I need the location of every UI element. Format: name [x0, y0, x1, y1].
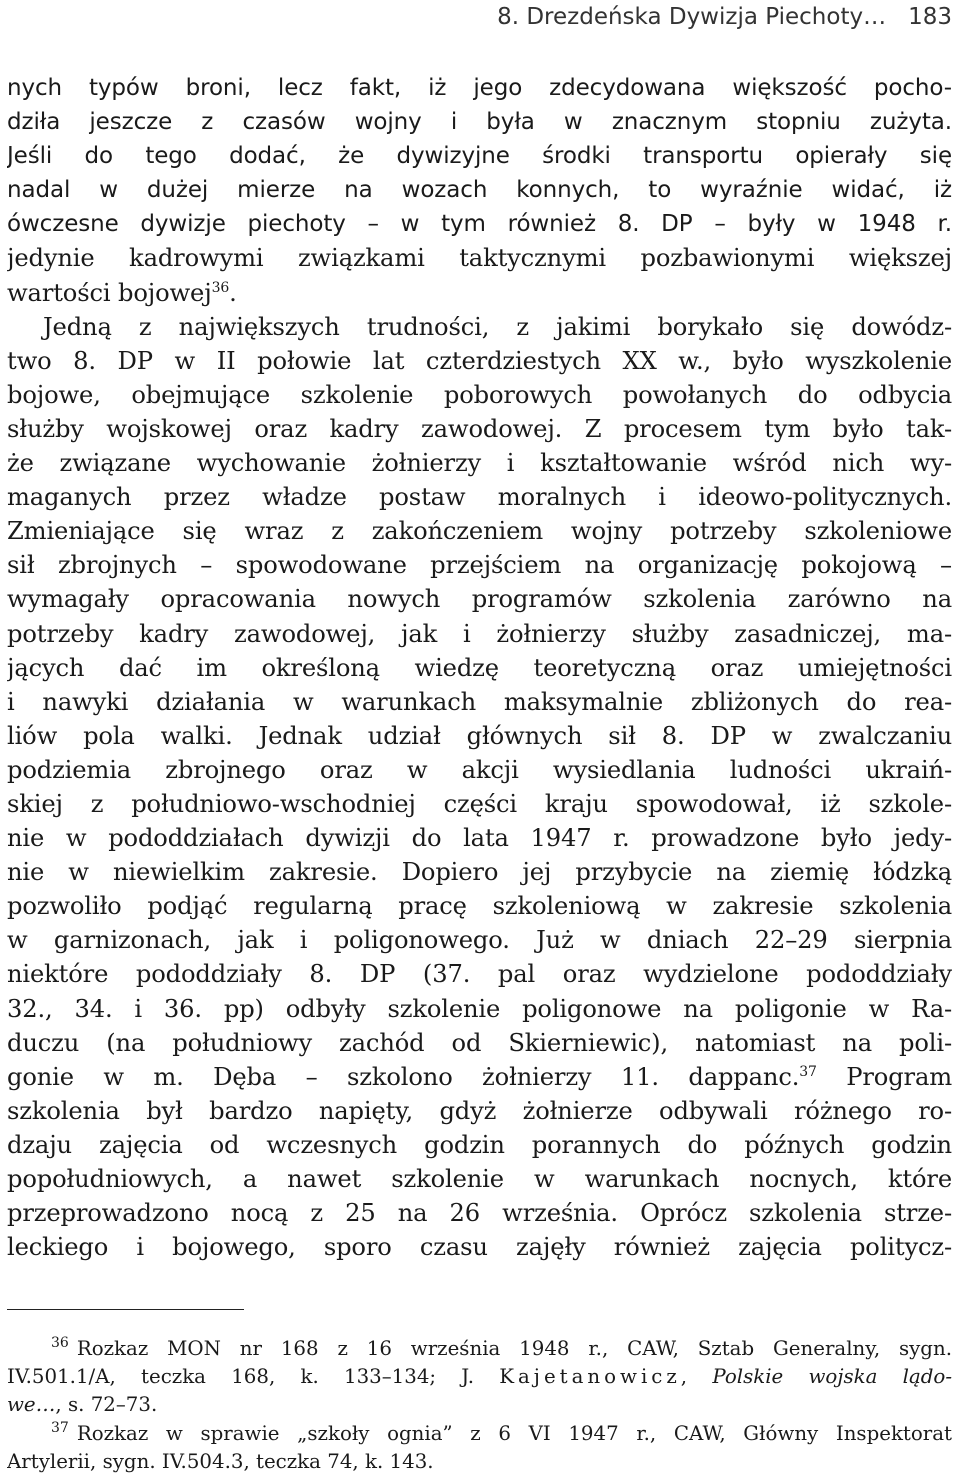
text-line: Zmieniające się wraz z zakończeniem wojny potrzeby szkoleniowe: [7, 517, 952, 546]
text-line: duczu (na południowy zachód od Skierniewic), natomiast na poli-: [7, 1028, 952, 1057]
text-line: liów pola walki. Jednak udział głównych sił 8. DP w zwalczaniu: [7, 721, 952, 750]
text-line: nie w pododdziałach dywizji do lata 1947 r. prowadzone było jedy-: [7, 824, 952, 853]
text-line: przeprowadzono nocą z 25 na 26 września. Oprócz szkolenia strze-: [7, 1199, 952, 1228]
text-line: służby wojskowej oraz kadry zawodowej. Z procesem tym było tak-: [7, 414, 952, 443]
text-line: pozwoliło podjąć regularną pracę szkoleniową w zakresie szkolenia: [7, 892, 952, 921]
text-line: [7, 1060, 952, 1094]
text-line: two 8. DP w II połowie lat czterdziestych XX w., było wyszkolenie: [7, 346, 952, 375]
text-line: [7, 276, 952, 310]
footnote-number: 36: [51, 1335, 69, 1352]
text-line: sił zbrojnych – spowodowane przejściem na organizację pokojową –: [7, 551, 952, 580]
text-segment: Program: [816, 1062, 952, 1091]
running-header: [8, 2, 952, 32]
text-line: nych typów broni, lecz fakt, iż jego zdecydowana większość pocho-: [7, 75, 952, 101]
footnote-37-line: [7, 1420, 952, 1448]
text-line: maganych przez władze postaw moralnych i ideowo-politycznych.: [7, 483, 952, 512]
main-text: [7, 71, 952, 1264]
footnote-36-line: [7, 1363, 952, 1391]
text-line: wymagały opracowania nowych programów szkolenia zarówno na: [7, 585, 952, 614]
text-line: Jeśli do tego dodać, że dywizyjne środki transportu opierały się: [7, 143, 952, 170]
footnote-36-line: [7, 1391, 952, 1419]
footnote-ref-36[interactable]: 36: [211, 279, 230, 296]
text-segment: wartości bojowej: [7, 278, 212, 307]
text-line: dziła jeszcze z czasów wojny i była w znacznym stopniu zużyta.: [7, 109, 952, 136]
text-line: w garnizonach, jak i poligonowego. Już w dniach 22–29 sierpnia: [7, 926, 952, 955]
text-line: 32., 34. i 36. pp) odbyły szkolenie poligonowe na poligonie w Ra-: [7, 994, 952, 1023]
footnote-36-line: [7, 1335, 952, 1363]
footnote-37-line: Artylerii, sygn. IV.504.3, teczka 74, k. 143.: [7, 1449, 434, 1473]
text-line: i nawyki działania w warunkach maksymalnie zbliżonych do rea-: [7, 687, 952, 716]
text-segment: .: [229, 278, 237, 307]
text-segment: ówczesne dywizje piechoty – w tym również: [7, 211, 618, 238]
text-line: szkolenia był bardzo napięty, gdyż żołnierze odbywali różnego ro-: [7, 1096, 952, 1125]
text-line: popołudniowych, a nawet szkolenie w warunkach nocnych, które: [7, 1165, 952, 1193]
text-line: nadal w dużej mierze na wozach konnych, to wyraźnie widać, iż: [7, 177, 952, 204]
footnote-ref-37[interactable]: 37: [799, 1063, 817, 1080]
text-line: Jedną z największych trudności, z jakimi borykało się dowódz-: [43, 312, 952, 341]
text-line: podziemia zbrojnego oraz w akcji wysiedlania ludności ukraiń-: [7, 755, 952, 784]
footnote-author: Kajetanowicz: [499, 1365, 681, 1389]
text-line: że związane wychowanie żołnierzy i kształtowanie wśród nich wy-: [7, 449, 952, 478]
text-segment: Rozkaz MON nr 168 z 16 września 1948 r., CAW, Sztab Generalny, sygn.: [76, 1337, 952, 1360]
text-line: bojowe, obejmujące szkolenie poborowych powołanych do odbycia: [7, 380, 952, 409]
text-segment: 8. DP – były w 1948 r.: [617, 211, 952, 238]
text-line: niektóre pododdziały 8. DP (37. pal oraz wydzielone pododdziały: [7, 960, 952, 989]
text-line: jących dać im określoną wiedzę teoretyczną oraz umiejętności: [7, 653, 952, 682]
text-segment: ,: [680, 1365, 713, 1389]
text-segment: IV.501.1/A, teczka 168, k. 133–134; J.: [7, 1365, 500, 1389]
text-line: nie w niewielkim zakresie. Dopiero jej przybycie na ziemię łódzką: [7, 858, 952, 887]
page-number: 183: [908, 4, 952, 30]
text-line: [7, 207, 952, 241]
text-segment: gonie w m. Dęba – szkolono żołnierzy 11. dappanc.: [7, 1062, 800, 1091]
text-line: jedynie kadrowymi związkami taktycznymi pozbawionymi większej: [7, 244, 952, 273]
text-line: leckiego i bojowego, sporo czasu zajęły również zajęcia politycz-: [7, 1233, 952, 1262]
footnotes: [7, 1335, 952, 1476]
footnote-work-title: Polskie wojska lądo-: [712, 1365, 952, 1389]
text-segment: Rozkaz w sprawie „szkoły ognia” z 6 VI 1947 r., CAW, Główny Inspektorat: [76, 1421, 952, 1445]
text-line: dzaju zajęcia od wczesnych godzin porannych do późnych godzin: [7, 1130, 952, 1159]
footnote-work-title: we…: [7, 1393, 56, 1417]
text-line: skiej z południowo-wschodniej części kraju spowodował, iż szkole-: [7, 789, 952, 818]
text-line: potrzeby kadry zawodowej, jak i żołnierzy służby zasadniczej, ma-: [7, 619, 952, 648]
footnote-number: 37: [51, 1419, 69, 1436]
footnote-separator: [7, 1309, 244, 1310]
text-segment: , s. 72–73.: [55, 1393, 158, 1417]
running-title: 8. Drezdeńska Dywizja Piechoty…: [497, 4, 887, 30]
